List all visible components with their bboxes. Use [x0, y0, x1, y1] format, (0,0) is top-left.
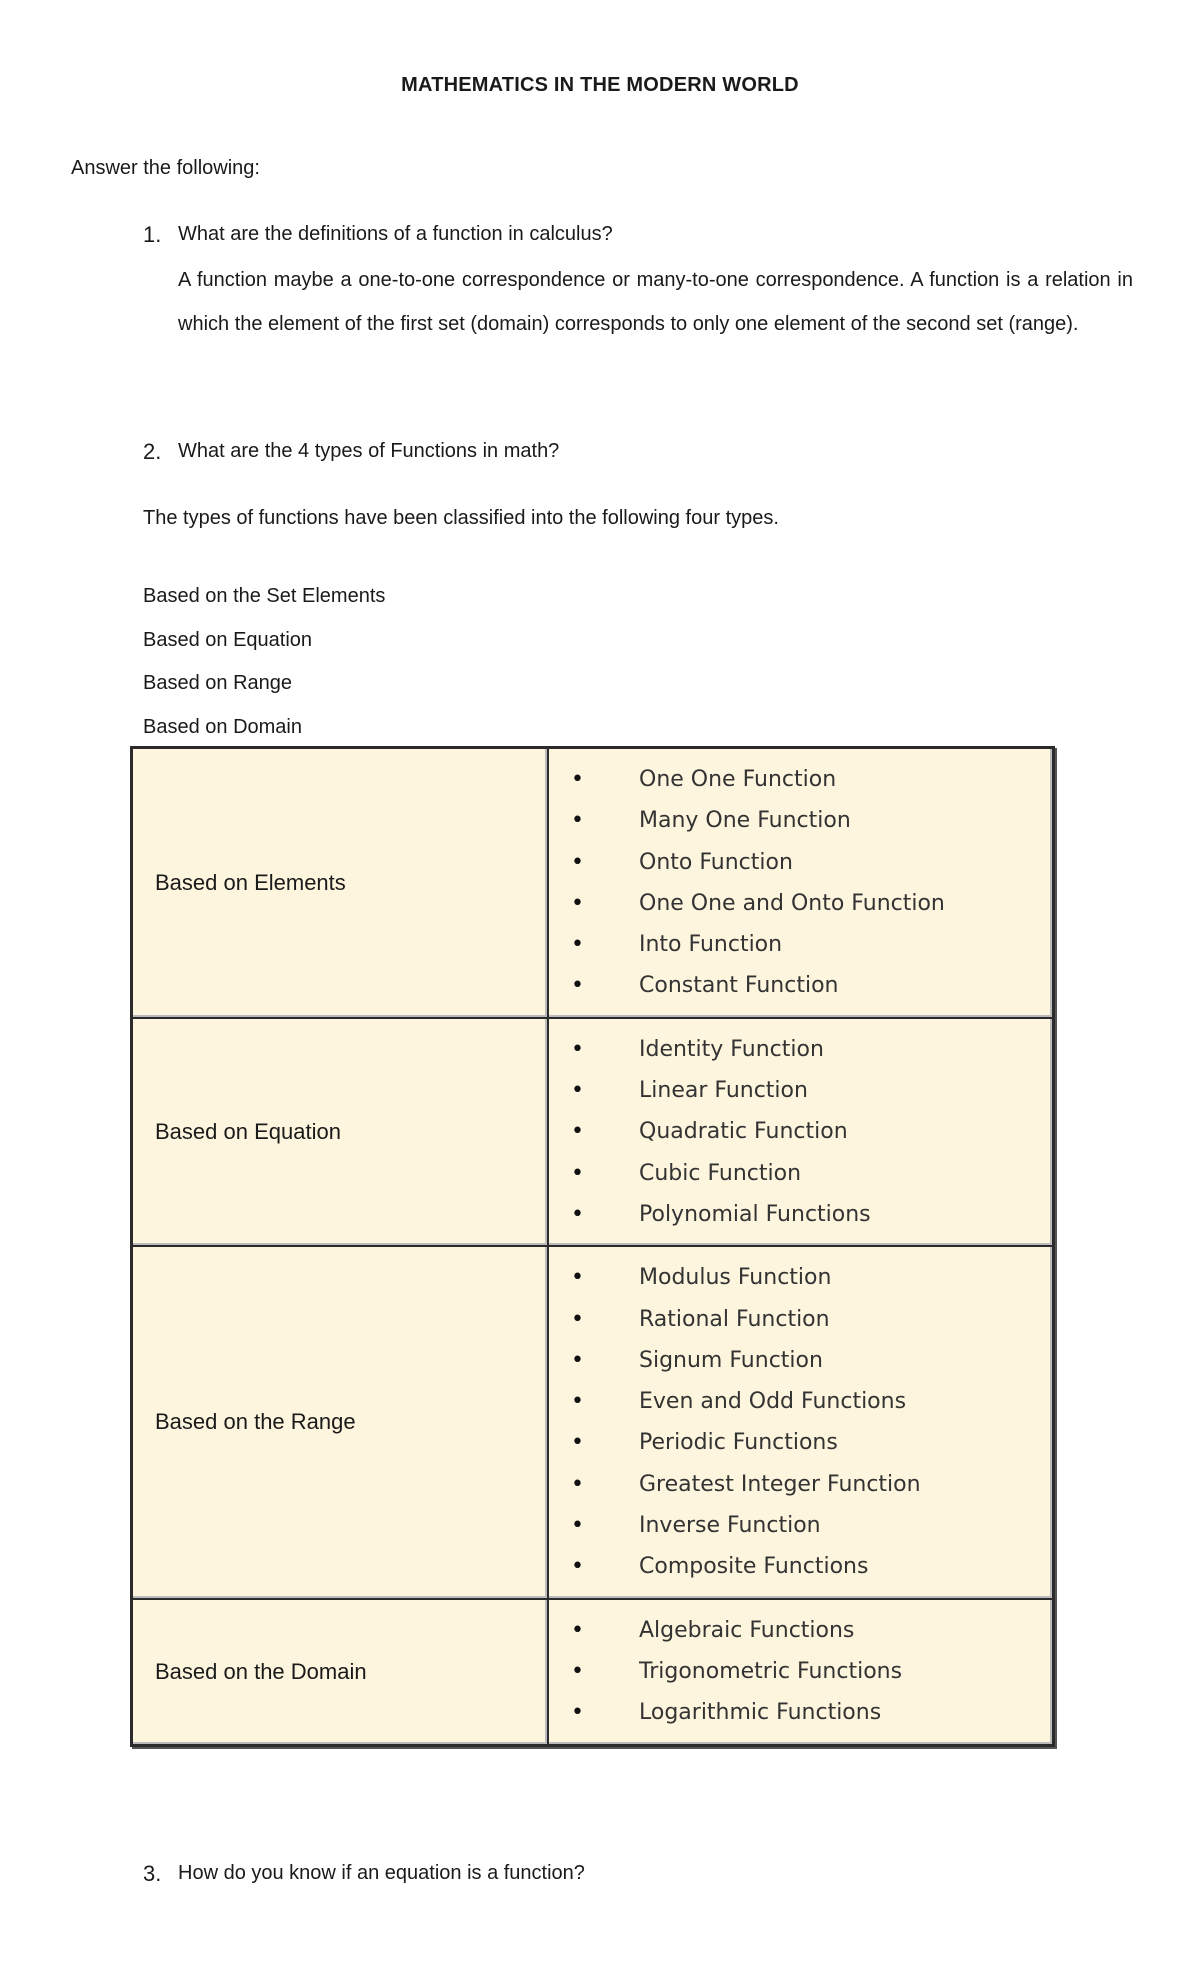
list-item — [549, 1029, 1052, 1070]
items-cell — [548, 1599, 1054, 1745]
function-name: Cubic Function — [639, 1160, 802, 1186]
list-item — [549, 1070, 1052, 1111]
bullet-icon: • — [571, 1513, 584, 1539]
bullet-icon: • — [571, 1347, 584, 1373]
function-types-table — [130, 746, 1055, 1747]
list-item — [549, 1381, 1052, 1422]
list-item — [549, 1111, 1052, 1152]
function-name: Onto Function — [639, 849, 793, 875]
list-item — [549, 759, 1052, 800]
bullet-icon: • — [571, 932, 584, 958]
table-row — [132, 1599, 1054, 1745]
bullet-icon: • — [571, 849, 584, 875]
function-list — [549, 1257, 1052, 1587]
function-name: Rational Function — [639, 1306, 830, 1332]
list-item — [549, 883, 1052, 924]
function-name: Quadratic Function — [639, 1119, 848, 1145]
bullet-icon: • — [571, 1700, 584, 1726]
question-number: 3. — [143, 1861, 162, 1886]
function-list — [549, 1029, 1052, 1235]
function-name: Many One Function — [639, 808, 851, 834]
bullet-icon: • — [571, 1201, 584, 1227]
list-item — [549, 1422, 1052, 1463]
list-item — [549, 1257, 1052, 1298]
function-name: Modulus Function — [639, 1265, 832, 1291]
function-name: Composite Functions — [639, 1554, 869, 1580]
list-item — [549, 1153, 1052, 1194]
function-name: Even and Odd Functions — [639, 1389, 907, 1415]
function-name: Into Function — [639, 932, 783, 958]
bullet-icon: • — [571, 1265, 584, 1291]
category-cell: Based on Equation — [132, 1018, 549, 1246]
function-name: Greatest Integer Function — [639, 1471, 921, 1497]
bullet-icon: • — [571, 890, 584, 916]
function-name: One One and Onto Function — [639, 890, 945, 916]
basis-item: Based on Domain — [143, 715, 302, 738]
question-text: What are the definitions of a function in calculus? — [178, 223, 613, 245]
function-name: Constant Function — [639, 973, 839, 999]
function-name: Identity Function — [639, 1036, 824, 1062]
list-item — [549, 965, 1052, 1006]
list-item — [549, 800, 1052, 841]
list-item — [549, 1505, 1052, 1546]
table-row — [132, 1246, 1054, 1598]
list-item — [549, 1546, 1052, 1587]
basis-item: Based on Range — [143, 672, 293, 694]
bullet-icon: • — [571, 1160, 584, 1186]
function-list — [549, 1610, 1052, 1734]
bullet-icon: • — [571, 1119, 584, 1145]
function-name: One One Function — [639, 767, 837, 792]
bullet-icon: • — [571, 1036, 584, 1062]
function-name: Trigonometric Functions — [639, 1658, 903, 1684]
function-name: Linear Function — [639, 1078, 808, 1104]
items-cell — [548, 748, 1054, 1018]
function-list — [549, 759, 1052, 1007]
answer-1: A function maybe a one-to-one correspondence or many-to-one correspondence. A function is a relation in which the element of the first set (domain) corresponds to only one element of the second set (range). — [178, 269, 1133, 335]
category-cell: Based on the Range — [132, 1246, 549, 1598]
bullet-icon: • — [571, 767, 584, 792]
list-item — [549, 1194, 1052, 1235]
bullet-icon: • — [571, 1430, 584, 1456]
list-item — [549, 1610, 1052, 1651]
bullet-icon: • — [571, 1617, 584, 1643]
bullet-icon: • — [571, 1078, 584, 1104]
question-number: 1. — [143, 222, 162, 247]
category-cell: Based on the Domain — [132, 1599, 549, 1745]
table-row — [132, 748, 1054, 1018]
function-name: Polynomial Functions — [639, 1201, 871, 1227]
function-name: Signum Function — [639, 1347, 823, 1373]
bullet-icon: • — [571, 1306, 584, 1332]
basis-list — [143, 575, 385, 749]
list-item — [549, 842, 1052, 883]
basis-item: Based on the Set Elements — [143, 585, 386, 607]
items-cell — [548, 1018, 1054, 1246]
bullet-icon: • — [571, 808, 584, 834]
bullet-icon: • — [571, 973, 584, 999]
list-item — [549, 1651, 1052, 1692]
instructions: Answer the following: — [71, 157, 260, 179]
question-number: 2. — [143, 439, 162, 464]
document-title: MATHEMATICS IN THE MODERN WORLD — [401, 74, 799, 96]
answer-2-intro: The types of functions have been classified into the following four types. — [143, 507, 779, 529]
bullet-icon: • — [571, 1554, 584, 1580]
question-text: What are the 4 types of Functions in math? — [178, 440, 560, 462]
list-item — [549, 1692, 1052, 1733]
category-cell: Based on Elements — [132, 748, 549, 1018]
function-name: Logarithmic Functions — [639, 1700, 882, 1726]
basis-item: Based on Equation — [143, 628, 313, 651]
function-name: Algebraic Functions — [639, 1617, 855, 1643]
bullet-icon: • — [571, 1658, 584, 1684]
items-cell — [548, 1246, 1054, 1598]
list-item — [549, 1299, 1052, 1340]
list-item — [549, 1464, 1052, 1505]
list-item — [549, 924, 1052, 965]
table-row — [132, 1018, 1054, 1246]
list-item — [549, 1340, 1052, 1381]
bullet-icon: • — [571, 1471, 584, 1497]
function-name: Inverse Function — [639, 1513, 821, 1539]
function-name: Periodic Functions — [639, 1430, 838, 1456]
bullet-icon: • — [571, 1389, 584, 1415]
question-text: How do you know if an equation is a function? — [178, 1862, 585, 1884]
